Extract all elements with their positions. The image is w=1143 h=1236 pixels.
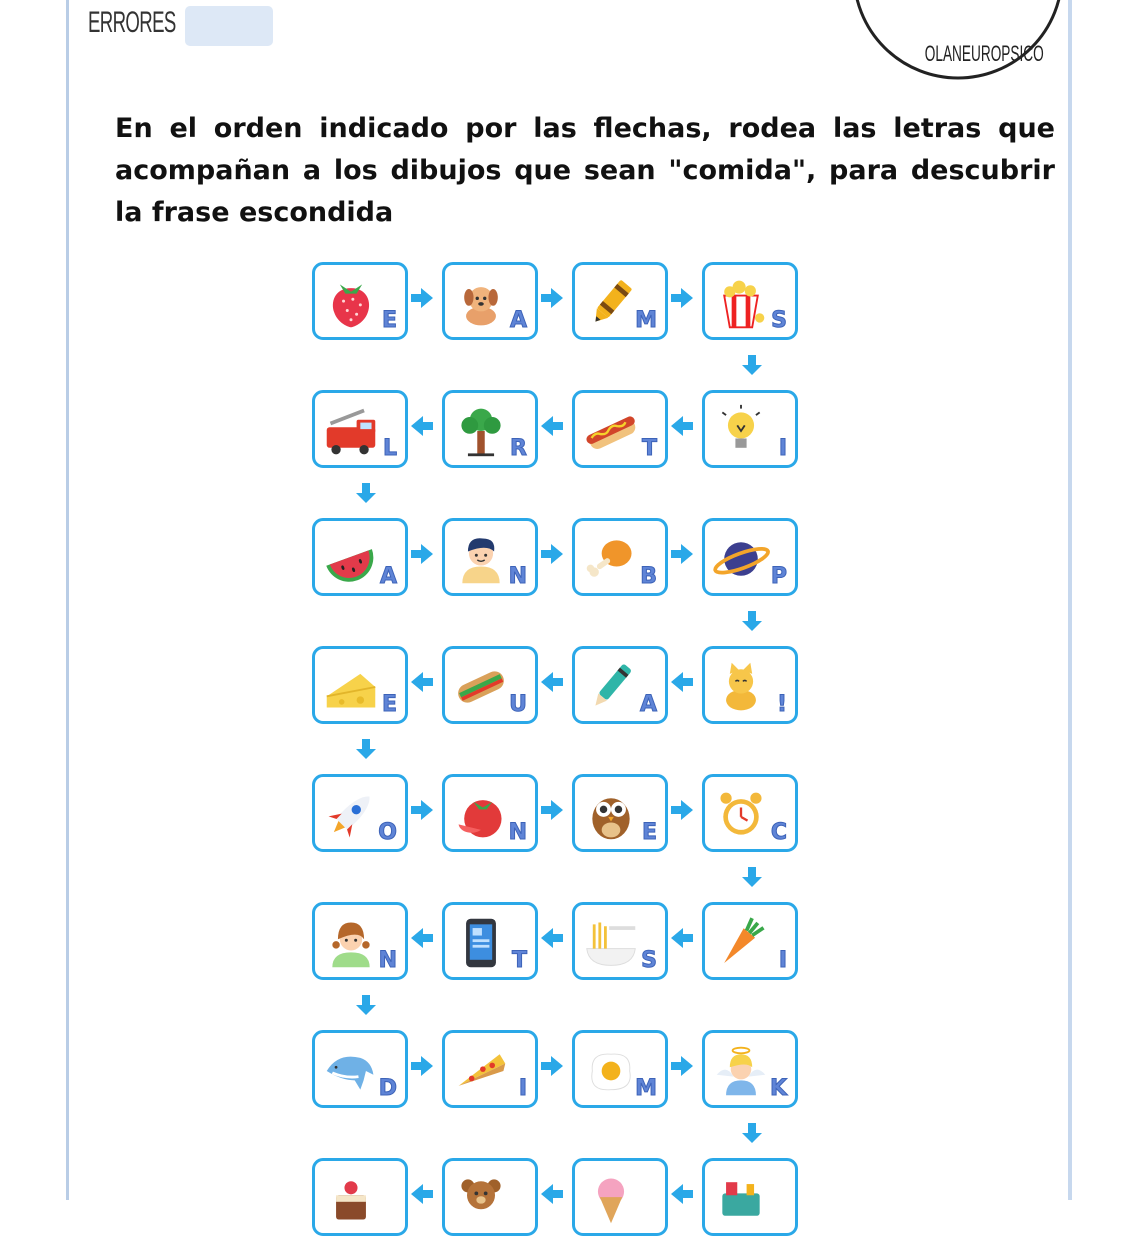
puzzle-card[interactable] bbox=[312, 1158, 408, 1236]
arrow-left-icon bbox=[539, 1183, 565, 1205]
card-letter[interactable]: U bbox=[509, 692, 527, 717]
carrot-icon bbox=[711, 915, 771, 971]
puzzle-card[interactable] bbox=[312, 1030, 408, 1108]
puzzle-card[interactable] bbox=[442, 774, 538, 852]
arrow-down-icon bbox=[354, 481, 378, 505]
logo-text: OLANEUROPSICO bbox=[924, 41, 1044, 66]
puzzle-card[interactable] bbox=[442, 1158, 538, 1236]
puzzle-card[interactable] bbox=[312, 390, 408, 468]
angel-icon bbox=[711, 1043, 771, 1099]
arrow-right-icon bbox=[669, 287, 695, 309]
arrow-left-icon bbox=[409, 415, 435, 437]
alarm-clock-icon bbox=[711, 787, 771, 843]
arrow-right-icon bbox=[669, 799, 695, 821]
arrow-right-icon bbox=[669, 1055, 695, 1077]
arrow-down-icon bbox=[740, 609, 764, 633]
card-letter[interactable]: D bbox=[378, 1076, 397, 1101]
hot-dog-icon bbox=[581, 403, 641, 459]
fire-truck-icon bbox=[321, 403, 381, 459]
rocket-icon bbox=[321, 787, 381, 843]
cake-icon bbox=[321, 1171, 381, 1227]
puzzle-card[interactable] bbox=[442, 390, 538, 468]
puzzle-card[interactable] bbox=[312, 774, 408, 852]
tablet-icon bbox=[451, 915, 511, 971]
puzzle-card[interactable] bbox=[702, 390, 798, 468]
card-letter[interactable]: K bbox=[769, 1076, 787, 1101]
arrow-left-icon bbox=[669, 1183, 695, 1205]
puzzle-card[interactable] bbox=[442, 902, 538, 980]
puzzle-card[interactable] bbox=[702, 774, 798, 852]
ice-cream-icon bbox=[581, 1171, 641, 1227]
popcorn-icon bbox=[711, 275, 771, 331]
card-letter[interactable]: I bbox=[518, 1076, 527, 1101]
card-letter[interactable]: C bbox=[770, 820, 787, 845]
cat-icon bbox=[711, 659, 771, 715]
crayon-icon bbox=[581, 275, 641, 331]
girl-icon bbox=[321, 915, 381, 971]
fried-egg-icon bbox=[581, 1043, 641, 1099]
tree-icon bbox=[451, 403, 511, 459]
card-letter[interactable]: L bbox=[382, 436, 397, 461]
dolphin-icon bbox=[321, 1043, 381, 1099]
puzzle-card[interactable] bbox=[442, 1030, 538, 1108]
strawberry-icon bbox=[321, 275, 381, 331]
card-letter[interactable]: N bbox=[378, 948, 397, 973]
card-letter[interactable]: T bbox=[641, 436, 657, 461]
arrow-down-icon bbox=[354, 993, 378, 1017]
arrow-left-icon bbox=[539, 671, 565, 693]
puzzle-card[interactable] bbox=[572, 902, 668, 980]
card-letter[interactable]: N bbox=[508, 820, 527, 845]
arrow-right-icon bbox=[539, 543, 565, 565]
arrow-down-icon bbox=[354, 737, 378, 761]
toy-train-icon bbox=[711, 1171, 771, 1227]
puzzle-card[interactable] bbox=[572, 262, 668, 340]
card-letter[interactable]: A bbox=[509, 308, 527, 333]
arrow-left-icon bbox=[409, 1183, 435, 1205]
card-letter[interactable]: I bbox=[778, 436, 787, 461]
arrow-down-icon bbox=[740, 353, 764, 377]
chicken-leg-icon bbox=[581, 531, 641, 587]
card-letter[interactable]: N bbox=[508, 564, 527, 589]
puzzle-card[interactable] bbox=[312, 646, 408, 724]
arrow-right-icon bbox=[409, 287, 435, 309]
puzzle-card[interactable] bbox=[702, 902, 798, 980]
arrow-left-icon bbox=[669, 415, 695, 437]
puzzle-card[interactable] bbox=[572, 646, 668, 724]
arrow-right-icon bbox=[409, 799, 435, 821]
arrow-right-icon bbox=[539, 1055, 565, 1077]
dog-icon bbox=[451, 275, 511, 331]
arrow-left-icon bbox=[669, 671, 695, 693]
puzzle-card[interactable] bbox=[702, 646, 798, 724]
arrow-right-icon bbox=[409, 1055, 435, 1077]
arrow-left-icon bbox=[539, 927, 565, 949]
card-letter[interactable]: A bbox=[639, 692, 657, 717]
sandwich-icon bbox=[451, 659, 511, 715]
puzzle-card[interactable] bbox=[702, 518, 798, 596]
card-letter[interactable]: E bbox=[641, 820, 657, 845]
arrow-left-icon bbox=[409, 927, 435, 949]
puzzle-card[interactable] bbox=[572, 774, 668, 852]
card-letter[interactable]: I bbox=[778, 948, 787, 973]
cheese-icon bbox=[321, 659, 381, 715]
card-letter[interactable]: A bbox=[379, 564, 397, 589]
puzzle-card[interactable] bbox=[312, 518, 408, 596]
card-letter[interactable]: M bbox=[635, 1076, 657, 1101]
errors-label: ERRORES bbox=[88, 6, 176, 39]
boy-icon bbox=[451, 531, 511, 587]
card-letter[interactable]: O bbox=[378, 820, 397, 845]
pizza-icon bbox=[451, 1043, 511, 1099]
puzzle-card[interactable] bbox=[572, 390, 668, 468]
card-letter[interactable]: S bbox=[641, 948, 657, 973]
arrow-down-icon bbox=[740, 1121, 764, 1145]
puzzle-card[interactable] bbox=[702, 262, 798, 340]
light-bulb-icon bbox=[711, 403, 771, 459]
puzzle-card[interactable] bbox=[442, 262, 538, 340]
arrow-right-icon bbox=[539, 287, 565, 309]
watermelon-icon bbox=[321, 531, 381, 587]
planet-icon bbox=[711, 531, 771, 587]
instructions-text: En el orden indicado por las flechas, rodea las letras que acompañan a los dibujos que sean "comida", para descubrir la frase escondida bbox=[115, 113, 1055, 228]
pen-icon bbox=[581, 659, 641, 715]
card-letter[interactable]: E bbox=[381, 308, 397, 333]
puzzle-card[interactable] bbox=[572, 518, 668, 596]
tomato-icon bbox=[451, 787, 511, 843]
card-letter[interactable]: S bbox=[771, 308, 787, 333]
arrow-left-icon bbox=[539, 415, 565, 437]
card-letter[interactable]: T bbox=[511, 948, 527, 973]
card-letter[interactable]: B bbox=[640, 564, 657, 589]
card-letter[interactable]: E bbox=[381, 692, 397, 717]
puzzle-card[interactable] bbox=[442, 518, 538, 596]
card-letter[interactable]: ! bbox=[776, 692, 787, 717]
teddy-bear-icon bbox=[451, 1171, 511, 1227]
puzzle-card[interactable] bbox=[572, 1158, 668, 1236]
arrow-right-icon bbox=[539, 799, 565, 821]
puzzle-card[interactable] bbox=[702, 1030, 798, 1108]
puzzle-card[interactable] bbox=[572, 1030, 668, 1108]
arrow-down-icon bbox=[740, 865, 764, 889]
puzzle-card[interactable] bbox=[312, 902, 408, 980]
arrow-left-icon bbox=[409, 671, 435, 693]
card-letter[interactable]: P bbox=[770, 564, 787, 589]
puzzle-card[interactable] bbox=[702, 1158, 798, 1236]
card-letter[interactable]: R bbox=[510, 436, 527, 461]
arrow-right-icon bbox=[669, 543, 695, 565]
arrow-right-icon bbox=[409, 543, 435, 565]
card-letter[interactable]: M bbox=[635, 308, 657, 333]
puzzle-card[interactable] bbox=[442, 646, 538, 724]
owl-icon bbox=[581, 787, 641, 843]
noodles-icon bbox=[581, 915, 641, 971]
puzzle-card[interactable] bbox=[312, 262, 408, 340]
arrow-left-icon bbox=[669, 927, 695, 949]
